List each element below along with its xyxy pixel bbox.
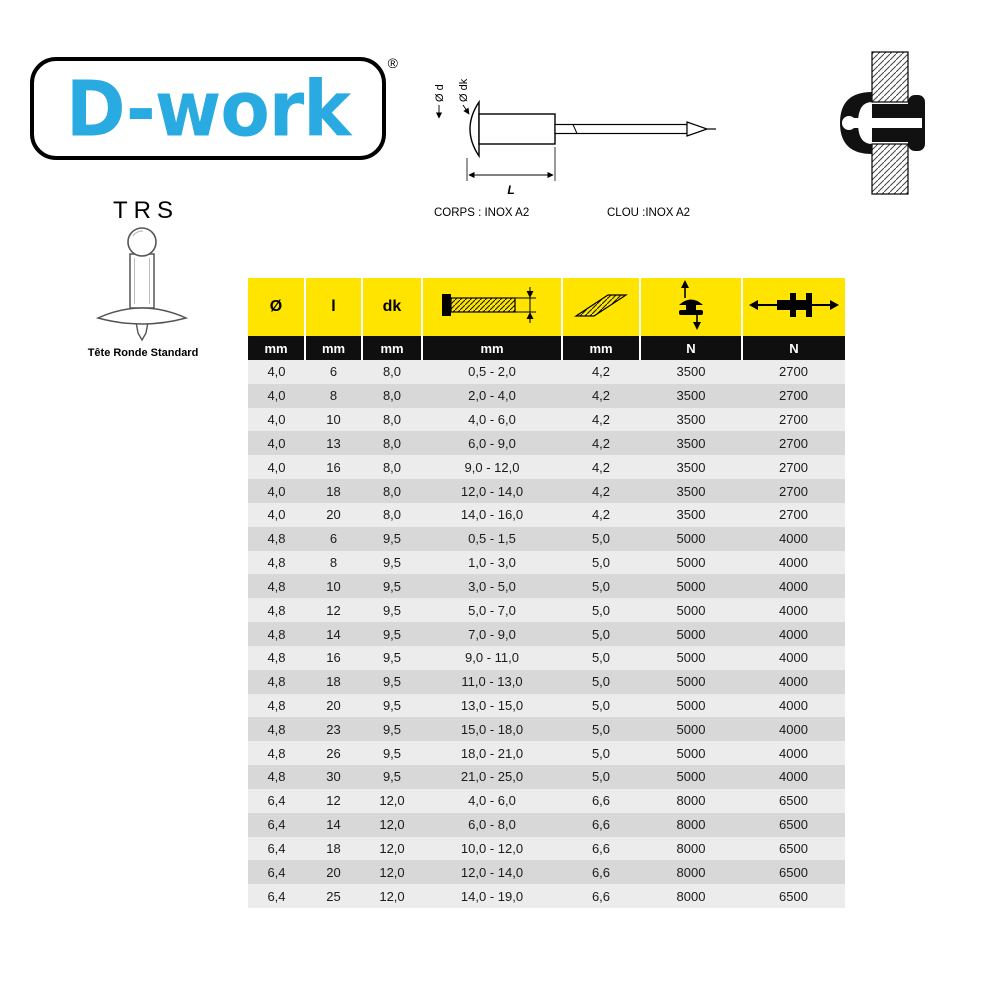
table-cell: 4,8: [267, 602, 286, 618]
table-cell: 5,0: [591, 698, 611, 713]
table-cell: 6,4: [267, 840, 286, 856]
table-row: [248, 813, 845, 837]
table-cell: 4,8: [267, 578, 286, 594]
table-row: [248, 622, 845, 646]
table-cell: 6,0 - 9,0: [468, 435, 516, 451]
table-row: [248, 884, 845, 908]
table-cell: 11,0 - 13,0: [461, 674, 523, 690]
table-cell: 4,0 - 6,0: [468, 412, 516, 428]
table-cell: 12: [326, 602, 341, 618]
rivet-dimension-drawing: [425, 52, 755, 202]
table-units-row: [248, 336, 845, 360]
table-row: [248, 670, 845, 694]
table-cell: 14,0 - 16,0: [460, 507, 524, 523]
table-cell: 6,6: [591, 888, 611, 904]
table-cell: 6,0 - 8,0: [468, 817, 516, 833]
table-cell: 15,0 - 18,0: [460, 721, 524, 737]
table-cell: 6500: [779, 840, 808, 856]
table-cell: 18: [326, 483, 341, 499]
table-cell: 5,0: [591, 531, 611, 547]
table-cell: 5000: [676, 674, 706, 690]
col-header-head-diameter: [362, 278, 422, 336]
table-cell: 8,0: [382, 435, 402, 451]
table-cell: 10,0 - 12,0: [460, 840, 524, 856]
table-cell: 4,8: [267, 650, 286, 666]
table-cell: 12,0 - 14,0: [460, 483, 524, 499]
spec-table: [248, 278, 845, 908]
table-cell: 6,4: [267, 888, 286, 904]
table-cell: 5,0 - 7,0: [468, 602, 516, 618]
table-cell: 18: [326, 840, 341, 856]
table-cell: 5000: [676, 531, 706, 547]
table-cell: 3500: [676, 364, 706, 380]
table-cell: 9,5: [382, 698, 402, 713]
table-cell: 6: [329, 531, 338, 547]
table-cell: 4000: [779, 674, 808, 690]
table-cell: 16: [326, 650, 341, 666]
dim-label-d: Ø d: [434, 84, 446, 102]
table-cell: 9,5: [382, 745, 402, 761]
table-row: [248, 789, 845, 813]
table-cell: 9,5: [382, 602, 402, 618]
table-cell: 4,8: [267, 674, 286, 690]
table-cell: 2700: [779, 388, 808, 404]
table-cell: 4,0: [267, 507, 286, 523]
col-header-grip-range: [422, 278, 562, 336]
table-cell: 12,0: [379, 888, 405, 904]
table-cell: 9,0 - 11,0: [465, 650, 519, 666]
table-cell: 3500: [676, 435, 706, 451]
table-cell: 6,6: [591, 817, 611, 833]
dim-label-dk: Ø dk: [458, 78, 470, 102]
table-cell: 12,0 - 14,0: [460, 864, 524, 880]
table-cell: 9,5: [382, 721, 402, 737]
table-cell: 0,5 - 1,5: [468, 531, 516, 547]
table-cell: 5000: [676, 769, 706, 785]
table-cell: 12,0: [379, 793, 405, 809]
table-cell: 9,0 - 12,0: [464, 459, 520, 475]
table-cell: 6: [329, 364, 338, 380]
table-cell: 3500: [676, 483, 706, 499]
dim-label-l: L: [507, 183, 515, 197]
table-cell: 8,0: [382, 364, 402, 380]
table-cell: 9,5: [382, 650, 402, 666]
table-row: [248, 837, 845, 861]
table-row: [248, 503, 845, 527]
table-cell: 3500: [676, 388, 706, 404]
unit-cell: mm: [362, 336, 422, 360]
table-cell: 8: [329, 388, 338, 404]
table-cell: 18: [326, 674, 341, 690]
table-cell: 20: [326, 507, 341, 523]
table-cell: 5000: [676, 578, 706, 594]
table-cell: 14: [326, 817, 341, 833]
table-row: [248, 646, 845, 670]
table-cell: 6,4: [267, 817, 286, 833]
table-row: [248, 408, 845, 432]
unit-cell: N: [742, 336, 845, 360]
table-cell: 8000: [676, 793, 706, 809]
table-cell: 6,4: [267, 864, 286, 880]
table-cell: 5,0: [591, 578, 611, 594]
table-cell: 4,2: [591, 435, 611, 451]
grip-range-icon: [440, 285, 544, 325]
col-header-shear-strength: [640, 278, 742, 336]
table-row: [248, 360, 845, 384]
spec-table-body: [248, 360, 845, 908]
table-cell: 4,8: [267, 698, 286, 713]
table-cell: 4,0: [267, 412, 286, 428]
table-cell: 1,0 - 3,0: [468, 555, 516, 571]
table-cell: 5000: [676, 602, 706, 618]
unit-cell: mm: [305, 336, 362, 360]
table-cell: 9,5: [382, 555, 402, 571]
table-cell: 14,0 - 19,0: [460, 888, 524, 904]
table-cell: 8,0: [382, 412, 402, 428]
table-cell: 4000: [779, 555, 808, 571]
table-cell: 8: [329, 555, 338, 571]
table-row: [248, 717, 845, 741]
col-header-tensile-strength: [742, 278, 845, 336]
table-cell: 23: [326, 721, 341, 737]
table-cell: 8000: [676, 888, 706, 904]
table-cell: 4,8: [267, 555, 286, 571]
table-cell: 4,2: [591, 388, 611, 404]
nail-material-label: CLOU :INOX A2: [607, 207, 691, 219]
table-cell: 4000: [779, 721, 808, 737]
unit-cell: mm: [422, 336, 562, 360]
table-cell: 12,0: [379, 817, 405, 833]
table-cell: 7,0 - 9,0: [468, 626, 516, 642]
table-cell: 2700: [779, 459, 808, 475]
table-cell: 4,2: [591, 364, 611, 380]
table-cell: 2700: [779, 364, 808, 380]
table-cell: 20: [326, 698, 341, 713]
table-cell: 5000: [676, 721, 706, 737]
table-cell: 4,0: [267, 483, 286, 499]
table-cell: 4000: [779, 650, 808, 666]
table-cell: 18,0 - 21,0: [460, 745, 524, 761]
table-cell: 5000: [676, 555, 706, 571]
table-cell: 14: [326, 626, 341, 642]
table-cell: 9,5: [382, 674, 402, 690]
table-cell: 2700: [779, 412, 808, 428]
table-cell: 9,5: [382, 626, 402, 642]
installed-rivet-drawing: [812, 48, 957, 198]
table-cell: 25: [326, 888, 341, 904]
tensile-strength-icon: [748, 290, 840, 320]
table-cell: 3500: [676, 507, 706, 523]
table-cell: 16: [326, 459, 341, 475]
table-cell: 8,0: [382, 507, 402, 523]
table-cell: 8000: [676, 817, 706, 833]
table-cell: 4,8: [267, 531, 286, 547]
table-cell: 6500: [779, 864, 808, 880]
table-cell: 12,0: [379, 840, 405, 856]
table-cell: 5000: [676, 745, 706, 761]
table-cell: 30: [326, 769, 341, 785]
table-row: [248, 527, 845, 551]
table-cell: 4,0: [267, 364, 286, 380]
table-cell: 8000: [676, 864, 706, 880]
table-cell: 6500: [779, 817, 808, 833]
round-head-rivet-drawing: [92, 226, 192, 348]
table-cell: 2700: [779, 483, 808, 499]
table-cell: 5000: [676, 650, 706, 666]
table-cell: 26: [326, 745, 341, 761]
table-cell: 4000: [779, 698, 808, 713]
dwork-logo-text: D-work: [65, 63, 351, 154]
table-row: [248, 455, 845, 479]
table-cell: 20: [326, 864, 341, 880]
table-cell: 5000: [676, 698, 706, 713]
col-header-diameter: [248, 278, 305, 336]
table-cell: 4000: [779, 531, 808, 547]
table-cell: 3,0 - 5,0: [468, 578, 516, 594]
table-cell: 2,0 - 4,0: [468, 388, 516, 404]
table-cell: 9,5: [382, 769, 402, 785]
table-cell: 8,0: [382, 388, 402, 404]
unit-cell: mm: [562, 336, 640, 360]
table-cell: 5,0: [591, 626, 611, 642]
table-cell: 12: [326, 793, 341, 809]
table-cell: 8,0: [382, 459, 402, 475]
table-cell: 9,5: [382, 531, 402, 547]
table-cell: 5,0: [591, 602, 611, 618]
table-cell: 9,5: [382, 578, 402, 594]
table-cell: 4,0: [267, 388, 286, 404]
col-header-length: [305, 278, 362, 336]
table-cell: 8000: [676, 840, 706, 856]
table-row: [248, 860, 845, 884]
registered-trademark: ®: [387, 55, 398, 71]
table-cell: 21,0 - 25,0: [460, 769, 524, 785]
shear-strength-icon: [669, 279, 713, 331]
body-material-label: CORPS : INOX A2: [434, 207, 530, 219]
table-row: [248, 741, 845, 765]
table-row: [248, 431, 845, 455]
product-caption: Tête Ronde Standard: [87, 347, 199, 359]
table-cell: 13: [326, 435, 341, 451]
table-cell: 4000: [779, 745, 808, 761]
table-header-row: [248, 278, 845, 336]
table-row: [248, 694, 845, 718]
table-cell: 4,2: [591, 459, 611, 475]
table-cell: 4000: [779, 602, 808, 618]
table-row: [248, 551, 845, 575]
table-cell: 5,0: [591, 745, 611, 761]
table-row: [248, 479, 845, 503]
table-cell: 4,2: [591, 412, 611, 428]
table-cell: 12,0: [379, 864, 405, 880]
plate-thickness-icon: [572, 289, 630, 321]
table-cell: 4,2: [591, 507, 611, 523]
table-cell: 4000: [779, 578, 808, 594]
table-cell: 4,0 - 6,0: [468, 793, 516, 809]
table-cell: 10: [326, 412, 341, 428]
col-header-plate-thickness: [562, 278, 640, 336]
table-cell: 2700: [779, 435, 808, 451]
table-row: [248, 598, 845, 622]
table-cell: 6,6: [591, 793, 611, 809]
table-row: [248, 765, 845, 789]
table-cell: 3500: [676, 459, 706, 475]
table-cell: 2700: [779, 507, 808, 523]
table-cell: 4000: [779, 626, 808, 642]
table-cell: 4,0: [267, 459, 286, 475]
unit-cell: mm: [248, 336, 305, 360]
table-cell: 6,6: [591, 864, 611, 880]
table-cell: 0,5 - 2,0: [468, 364, 516, 380]
length-label: l: [331, 298, 336, 315]
table-cell: 6500: [779, 888, 808, 904]
table-cell: 4,8: [267, 769, 286, 785]
table-cell: 13,0 - 15,0: [460, 698, 524, 713]
table-cell: 6,6: [591, 840, 611, 856]
table-cell: 5,0: [591, 555, 611, 571]
dwork-logo: [30, 55, 398, 160]
table-cell: 6500: [779, 793, 808, 809]
table-cell: 10: [326, 578, 341, 594]
table-cell: 3500: [676, 412, 706, 428]
table-cell: 4,2: [591, 483, 611, 499]
table-cell: 4,8: [267, 626, 286, 642]
table-cell: 8,0: [382, 483, 402, 499]
table-cell: 4000: [779, 769, 808, 785]
head-diameter-label: dk: [382, 298, 402, 315]
table-cell: 6,4: [267, 793, 286, 809]
table-cell: 5,0: [591, 721, 611, 737]
table-cell: 5,0: [591, 769, 611, 785]
table-cell: 5000: [676, 626, 706, 642]
table-row: [248, 384, 845, 408]
table-cell: 4,8: [267, 721, 286, 737]
unit-cell: N: [640, 336, 742, 360]
table-cell: 5,0: [591, 674, 611, 690]
table-row: [248, 574, 845, 598]
product-name: TRS: [113, 197, 179, 224]
table-cell: 4,0: [267, 435, 286, 451]
table-cell: 4,8: [267, 745, 286, 761]
diameter-label: Ø: [269, 298, 283, 315]
table-cell: 5,0: [591, 650, 611, 666]
